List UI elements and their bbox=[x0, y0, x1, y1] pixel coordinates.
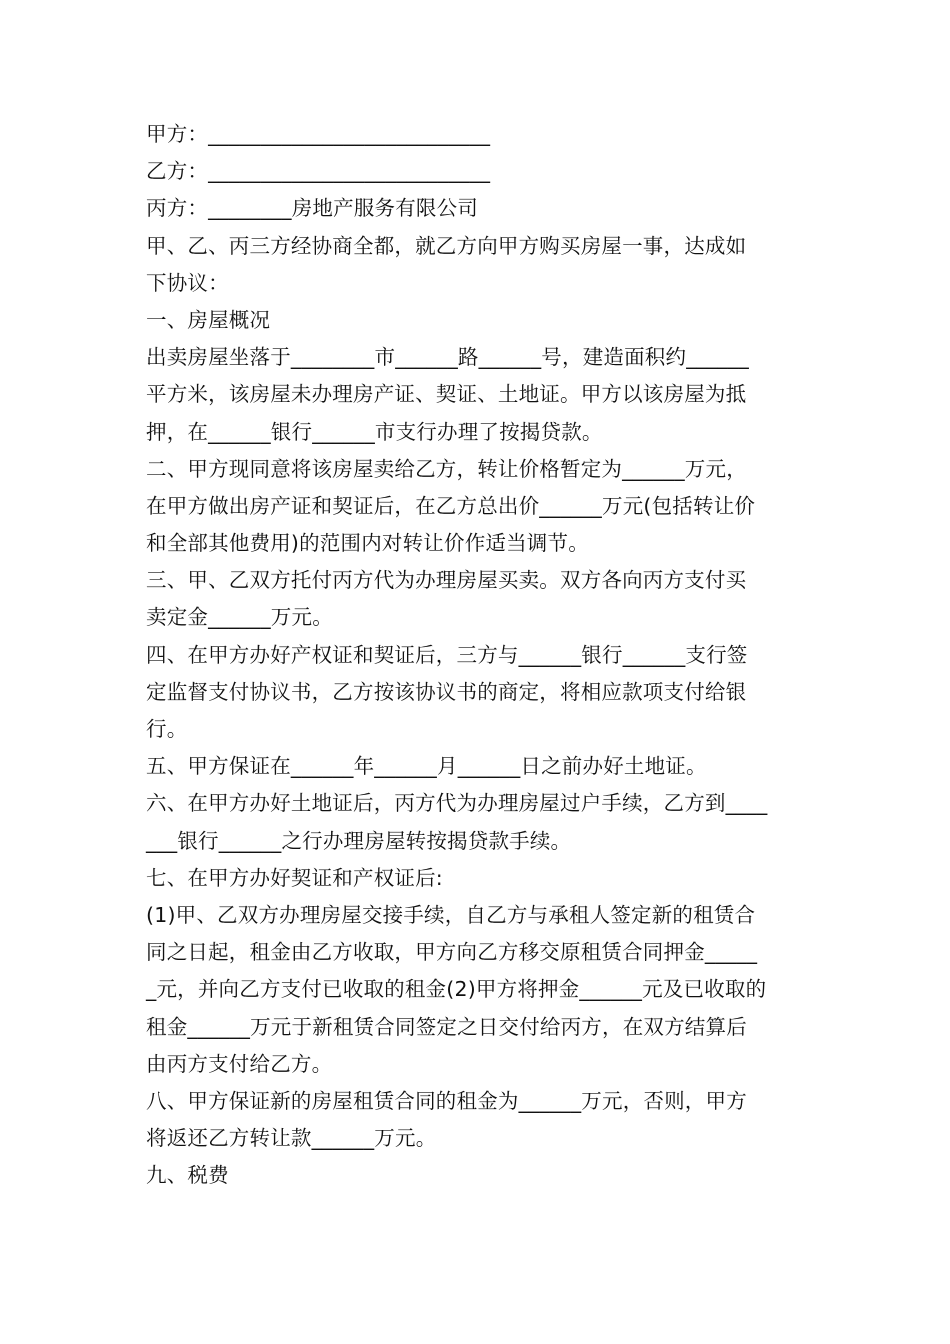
clause-line: 三、甲、乙双方托付丙方代为办理房屋买卖。双方各向丙方支付买 bbox=[146, 568, 747, 593]
section-heading: 一、房屋概况 bbox=[146, 307, 271, 332]
clause-line: 六、在甲方办好土地证后，丙方代为办理房屋过户手续，乙方到____ bbox=[146, 791, 768, 816]
party-b-line: 乙方：___________________________ bbox=[146, 159, 491, 184]
clause-line: 卖定金______万元。 bbox=[146, 605, 333, 630]
clause-line: 由丙方支付给乙方。 bbox=[146, 1051, 333, 1076]
clause-line: 七、在甲方办好契证和产权证后: bbox=[146, 865, 443, 890]
section-heading: 九、税费 bbox=[146, 1163, 229, 1188]
clause-line: 平方米，该房屋未办理房产证、契证、土地证。甲方以该房屋为抵 bbox=[146, 382, 747, 407]
clause-line: 押，在______银行______市支行办理了按揭贷款。 bbox=[146, 419, 603, 444]
clause-line: 在甲方做出房产证和契证后，在乙方总出价______万元(包括转让价 bbox=[146, 493, 756, 518]
clause-line: _元，并向乙方支付已收取的租金(2)甲方将押金______元及已收取的 bbox=[146, 977, 767, 1002]
clause-line: 和全部其他费用)的范围内对转让价作适当调节。 bbox=[146, 531, 589, 556]
clause-line: (1)甲、乙双方办理房屋交接手续，自乙方与承租人签定新的租赁合 bbox=[146, 902, 756, 927]
clause-line: 出卖房屋坐落于________市______路______号，建造面积约______ bbox=[146, 345, 749, 370]
preamble-line: 下协议： bbox=[146, 270, 229, 295]
clause-line: 二、甲方现同意将该房屋卖给乙方，转让价格暂定为______万元， bbox=[146, 456, 747, 481]
party-a-line: 甲方：___________________________ bbox=[146, 122, 491, 146]
clause-line: 租金______万元于新租赁合同签定之日交付给丙方，在双方结算后 bbox=[146, 1014, 747, 1039]
clause-line: 将返还乙方转让款______万元。 bbox=[146, 1126, 437, 1151]
party-c-line: 丙方：________房地产服务有限公司 bbox=[146, 196, 478, 221]
clause-line: 八、甲方保证新的房屋租赁合同的租金为______万元，否则，甲方 bbox=[146, 1088, 747, 1113]
clause-line: ___银行______之行办理房屋转按揭贷款手续。 bbox=[146, 828, 572, 853]
preamble-line: 甲、乙、丙三方经协商全都，就乙方向甲方购买房屋一事，达成如 bbox=[146, 233, 747, 258]
clause-line: 同之日起，租金由乙方收取，甲方向乙方移交原租赁合同押金_____ bbox=[146, 940, 758, 965]
clause-line: 四、在甲方办好产权证和契证后，三方与______银行______支行签 bbox=[146, 642, 748, 667]
clause-line: 定监督支付协议书，乙方按该协议书的商定，将相应款项支付给银 bbox=[146, 679, 747, 704]
document-body bbox=[146, 116, 810, 1194]
clause-line: 五、甲方保证在______年______月______日之前办好土地证。 bbox=[146, 754, 707, 779]
clause-line: 行。 bbox=[146, 717, 188, 741]
